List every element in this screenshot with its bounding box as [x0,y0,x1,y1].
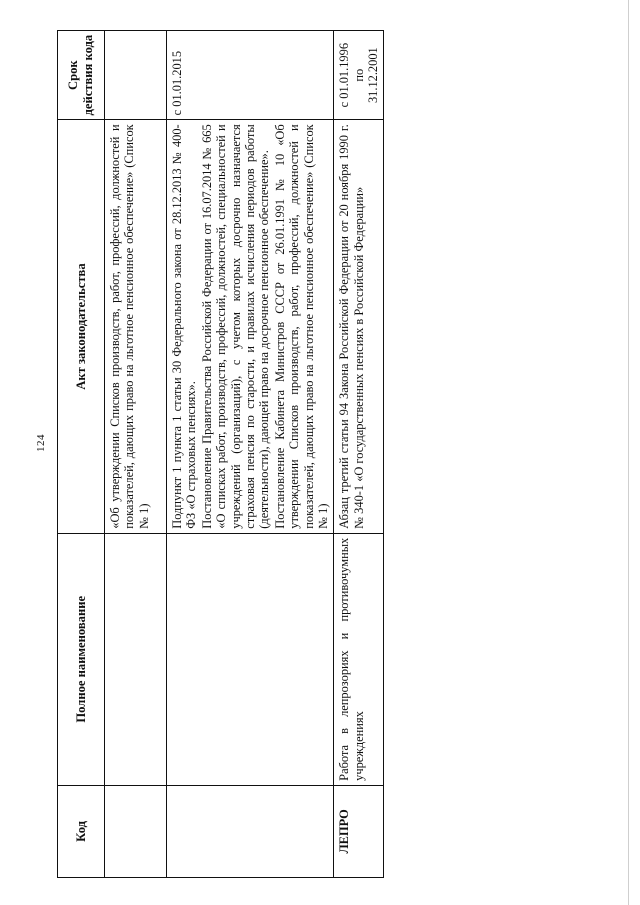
validity-from: с 01.01.1996 [337,42,352,108]
cell-validity-empty [105,31,167,120]
act-paragraph-2: Постановление Правительства Российской Федерации от 16.07.2014 № 665 «О списках работ, производств, профессий, должностей, специальностей и учреждений (организаций), с учетом которых досрочно назначается страховая пенсия по старости, и правилах исчисления периодов работы (деятельности), дающей право на досрочное пенсионное обеспечение». [199,124,272,529]
header-validity: Срок действия кода [58,31,105,120]
cell-validity-2015: с 01.01.2015 [167,31,334,120]
header-full-name: Полное наименование [58,533,105,785]
act-paragraph-3: Постановление Кабинета Министров СССР от 26.01.1991 № 10 «Об утверждении Списков производств, работ, профессий, должностей и показателей, дающих право на льготное пенсионное обеспечение» (Список № 1) [272,124,330,529]
cell-name-lepro [334,533,384,785]
page-edge-line [628,0,629,905]
act-lepro-text: Абзац третий статьи 94 Закона Российской Федерации от 20 ноября 1990 г. № 340-1 «О государственных пенсиях в Российской Федерации» [337,124,366,529]
table-row-2015 [167,31,334,878]
header-code: Код [58,785,105,877]
cell-code-lepro: ЛЕПРО [334,785,384,877]
header-act: Акт законодательства [58,120,105,533]
validity-to: 31.12.2001 [366,47,381,104]
cell-name-empty [167,533,334,785]
validity-to-word: по [351,68,366,82]
cell-name-empty [105,533,167,785]
cell-act-continuation [105,120,167,533]
act-continuation-text: «Об утверждении Списков производств, работ, профессий, должностей и показателей, дающих право на льготное пенсионное обеспечение» (Список № 1) [108,124,151,529]
full-name-text: Работа в лепрозориях и противочумных учреждениях [337,537,366,781]
table-row-continuation [105,31,167,878]
cell-code-empty [105,785,167,877]
rotated-table-wrapper [57,30,479,878]
page-number: 124 [35,434,47,452]
act-paragraph-1: Подпункт 1 пункта 1 статьи 30 Федерального закона от 28.12.2013 № 400-ФЗ «О страховых пенсиях». [170,124,199,529]
cell-validity-lepro [334,31,384,120]
legislation-table [57,30,384,878]
table-row-lepro [334,31,384,878]
cell-code-empty [167,785,334,877]
cell-act-lepro [334,120,384,533]
table-header-row [58,31,105,878]
cell-act-2015 [167,120,334,533]
